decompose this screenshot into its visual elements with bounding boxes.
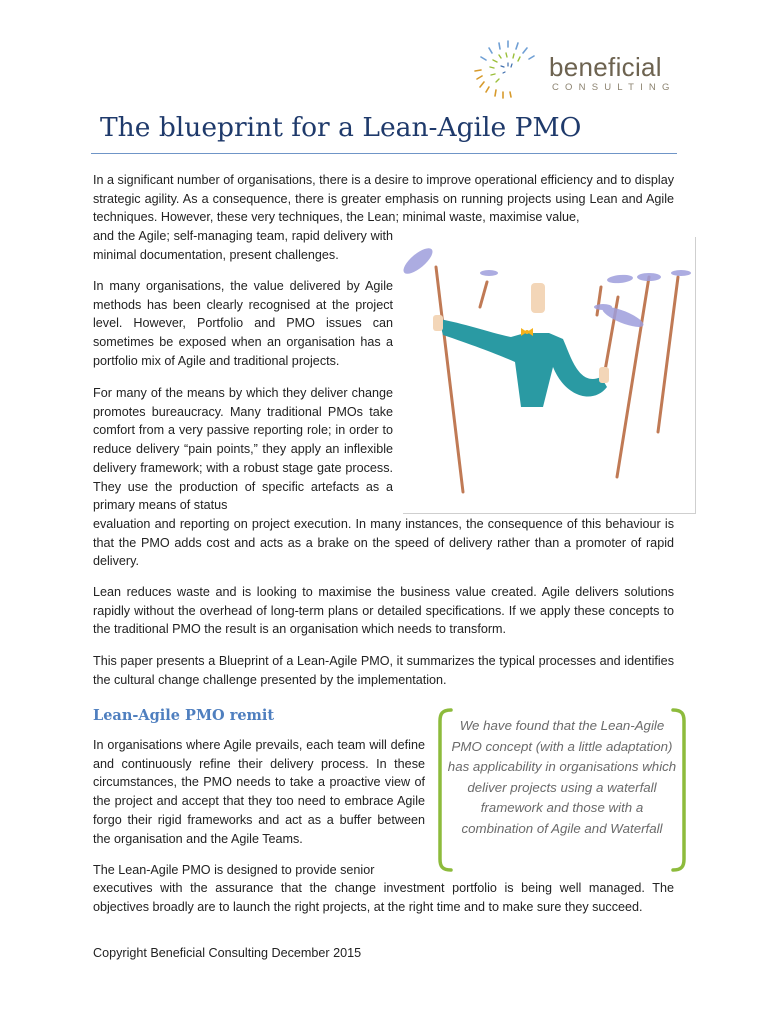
document-title: The blueprint for a Lean-Agile PMO <box>100 112 582 143</box>
sunburst-logo-icon <box>474 40 548 100</box>
pull-quote <box>437 707 687 873</box>
paragraph-objectives: executives with the assurance that the change investment portfolio is being well managed. The objectives broadly are to launch the right projects, at the right time and to make sure they succeed. <box>93 881 674 914</box>
pull-quote-text: We have found that the Lean-Agile PMO concept (with a little adaptation) has applicability in organisations which deliver projects using a waterfall framework and those with a combination of Agile and Waterfall <box>447 718 677 836</box>
paragraph-objectives-wrap: The Lean-Agile PMO is designed to provide senior <box>93 863 375 877</box>
paragraph-lean: Lean reduces waste and is looking to maximise the business value created. Agile delivers solutions rapidly without the overhead of long-term plans or detailed specifications. If we apply these concepts to the traditional PMO the result is an organisation which needs to transform. <box>93 585 674 637</box>
copyright-footer: Copyright Beneficial Consulting December 2015 <box>93 946 362 960</box>
section-heading-remit: Lean-Agile PMO remit <box>93 707 275 724</box>
logo-subtitle: CONSULTING <box>552 82 676 93</box>
logo-wordmark: beneficial <box>549 52 662 82</box>
paragraph-bureaucracy: For many of the means by which they deliver change promotes bureaucracy. Many traditional PMOs take comfort from a very passive reporting role; in order to reduce delivery “pain points,” they apply an inflexible delivery framework; with a robust stage gate process. They use the production of specific artefacts as a primary means of status <box>93 386 393 513</box>
title-underline <box>91 153 677 154</box>
paragraph-summary: This paper presents a Blueprint of a Lean-Agile PMO, it summarizes the typical processes and identifies the cultural change challenge presented by the implementation. <box>93 654 674 687</box>
paragraph-remit: In organisations where Agile prevails, each team will define and continuously refine their delivery process. In these circumstances, the PMO needs to take a proactive view of the project and accept that they too need to embrace Agile forgo their rigid frameworks and act as a buffer between the organisation and the Agile Teams. <box>93 738 425 846</box>
paragraph-intro: In a significant number of organisations, there is a desire to improve operational efficiency and to display strategic agility. As a consequence, there is greater emphasis on running projects using Lean and Agile techniques. However, these very techniques, the Lean; minimal waste, maximise value, <box>93 173 674 225</box>
company-logo <box>474 40 684 100</box>
paragraph-intro-wrap: and the Agile; self-managing team, rapid delivery with minimal documentation, present challenges. <box>93 229 393 262</box>
paragraph-bureaucracy-wrap: evaluation and reporting on project execution. In many instances, the consequence of this behaviour is that the PMO adds cost and acts as a brake on the speed of delivery rather than a promoter of rapid delivery. <box>93 517 674 569</box>
juggler-illustration <box>403 237 696 514</box>
juggler-spinning-plates-illustration <box>403 237 695 513</box>
paragraph-agile-value: In many organisations, the value delivered by Agile methods has been clearly recognised at the project level. However, Portfolio and PMO issues can sometimes be exposed when an organisation has a portfolio mix of Agile and traditional projects. <box>93 279 393 368</box>
